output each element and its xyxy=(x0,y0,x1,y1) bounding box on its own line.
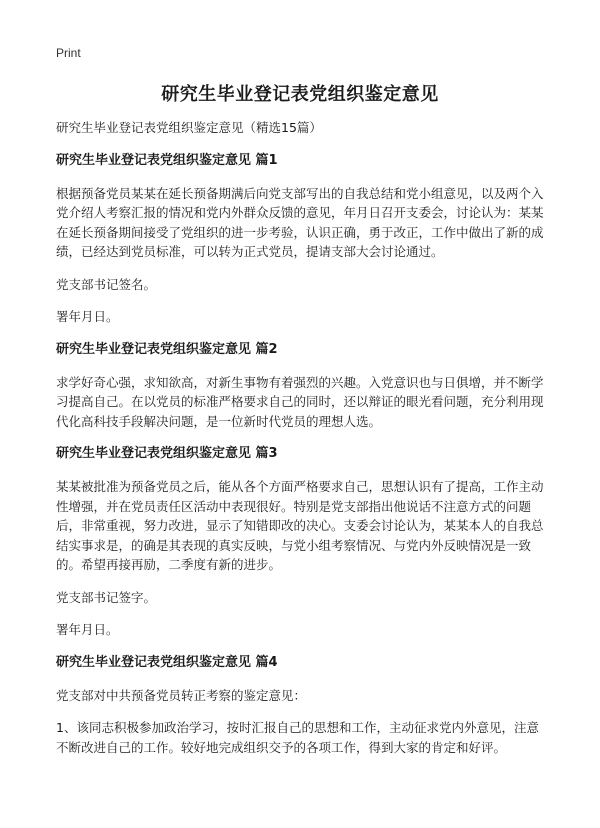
section-paragraph: 署年月日。 xyxy=(56,309,119,324)
section-heading: 研究生毕业登记表党组织鉴定意见 篇1 xyxy=(56,152,278,168)
section-paragraph: 党支部对中共预备党员转正考察的鉴定意见： xyxy=(56,687,307,703)
section-paragraph: 署年月日。 xyxy=(56,622,119,637)
section-heading: 研究生毕业登记表党组织鉴定意见 篇3 xyxy=(56,446,278,461)
article-body xyxy=(56,118,548,770)
section-heading: 研究生毕业登记表党组织鉴定意见 篇4 xyxy=(56,654,278,670)
article-subtitle: 研究生毕业登记表党组织鉴定意见（精选15篇） xyxy=(56,120,322,135)
section-paragraph: 根据预备党员某某在延长预备期满后向党支部写出的自我总结和党小组意见，以及两个入党介绍人考察汇报的情况和党内外群众反馈的意见，年月日召开支委会，讨论认为：某某在延长预备期间接受了党组织的进一步考验，认识正确，勇于改正，工作中做出了新的成绩，已经达到党员标准，可以转为正式党员，提请支部大会讨论通过。 xyxy=(56,185,544,259)
section-paragraph: 求学好奇心强，求知欲高，对新生事物有着强烈的兴趣。入党意识也与日俱增，并不断学习提高自己。在以党员的标准严格要求自己的同时，还以辩证的眼光看问题，充分利用现代化高科技手段解决问题，是一位新时代党员的理想人选。 xyxy=(56,374,544,429)
section-paragraph: 1、该同志积极参加政治学习，按时汇报自己的思想和工作，主动征求党内外意见，注意不断改进自己的工作。较好地完成组织交予的各项工作，得到大家的肯定和好评。 xyxy=(56,720,539,755)
page-title: 研究生毕业登记表党组织鉴定意见 xyxy=(161,84,439,105)
section-paragraph: 党支部书记签字。 xyxy=(56,589,157,605)
print-link[interactable]: Print xyxy=(56,46,81,60)
section-paragraph: 党支部书记签名。 xyxy=(56,276,157,292)
section-paragraph: 某某被批准为预备党员之后，能从各个方面严格要求自己，思想认识有了提高，工作主动性增强，并在党员责任区活动中表现很好。特别是党支部指出他说话不注意方式的问题后，非常重视，努力改进，显示了知错即改的决心。支委会讨论认为，某某本人的自我总结实事求是，的确是其表现的真实反映，与党小组考察情况、与党内外反映情况是一致的。希望再接再励，二季度有新的进步。 xyxy=(56,479,544,572)
section-heading: 研究生毕业登记表党组织鉴定意见 篇2 xyxy=(56,341,278,357)
